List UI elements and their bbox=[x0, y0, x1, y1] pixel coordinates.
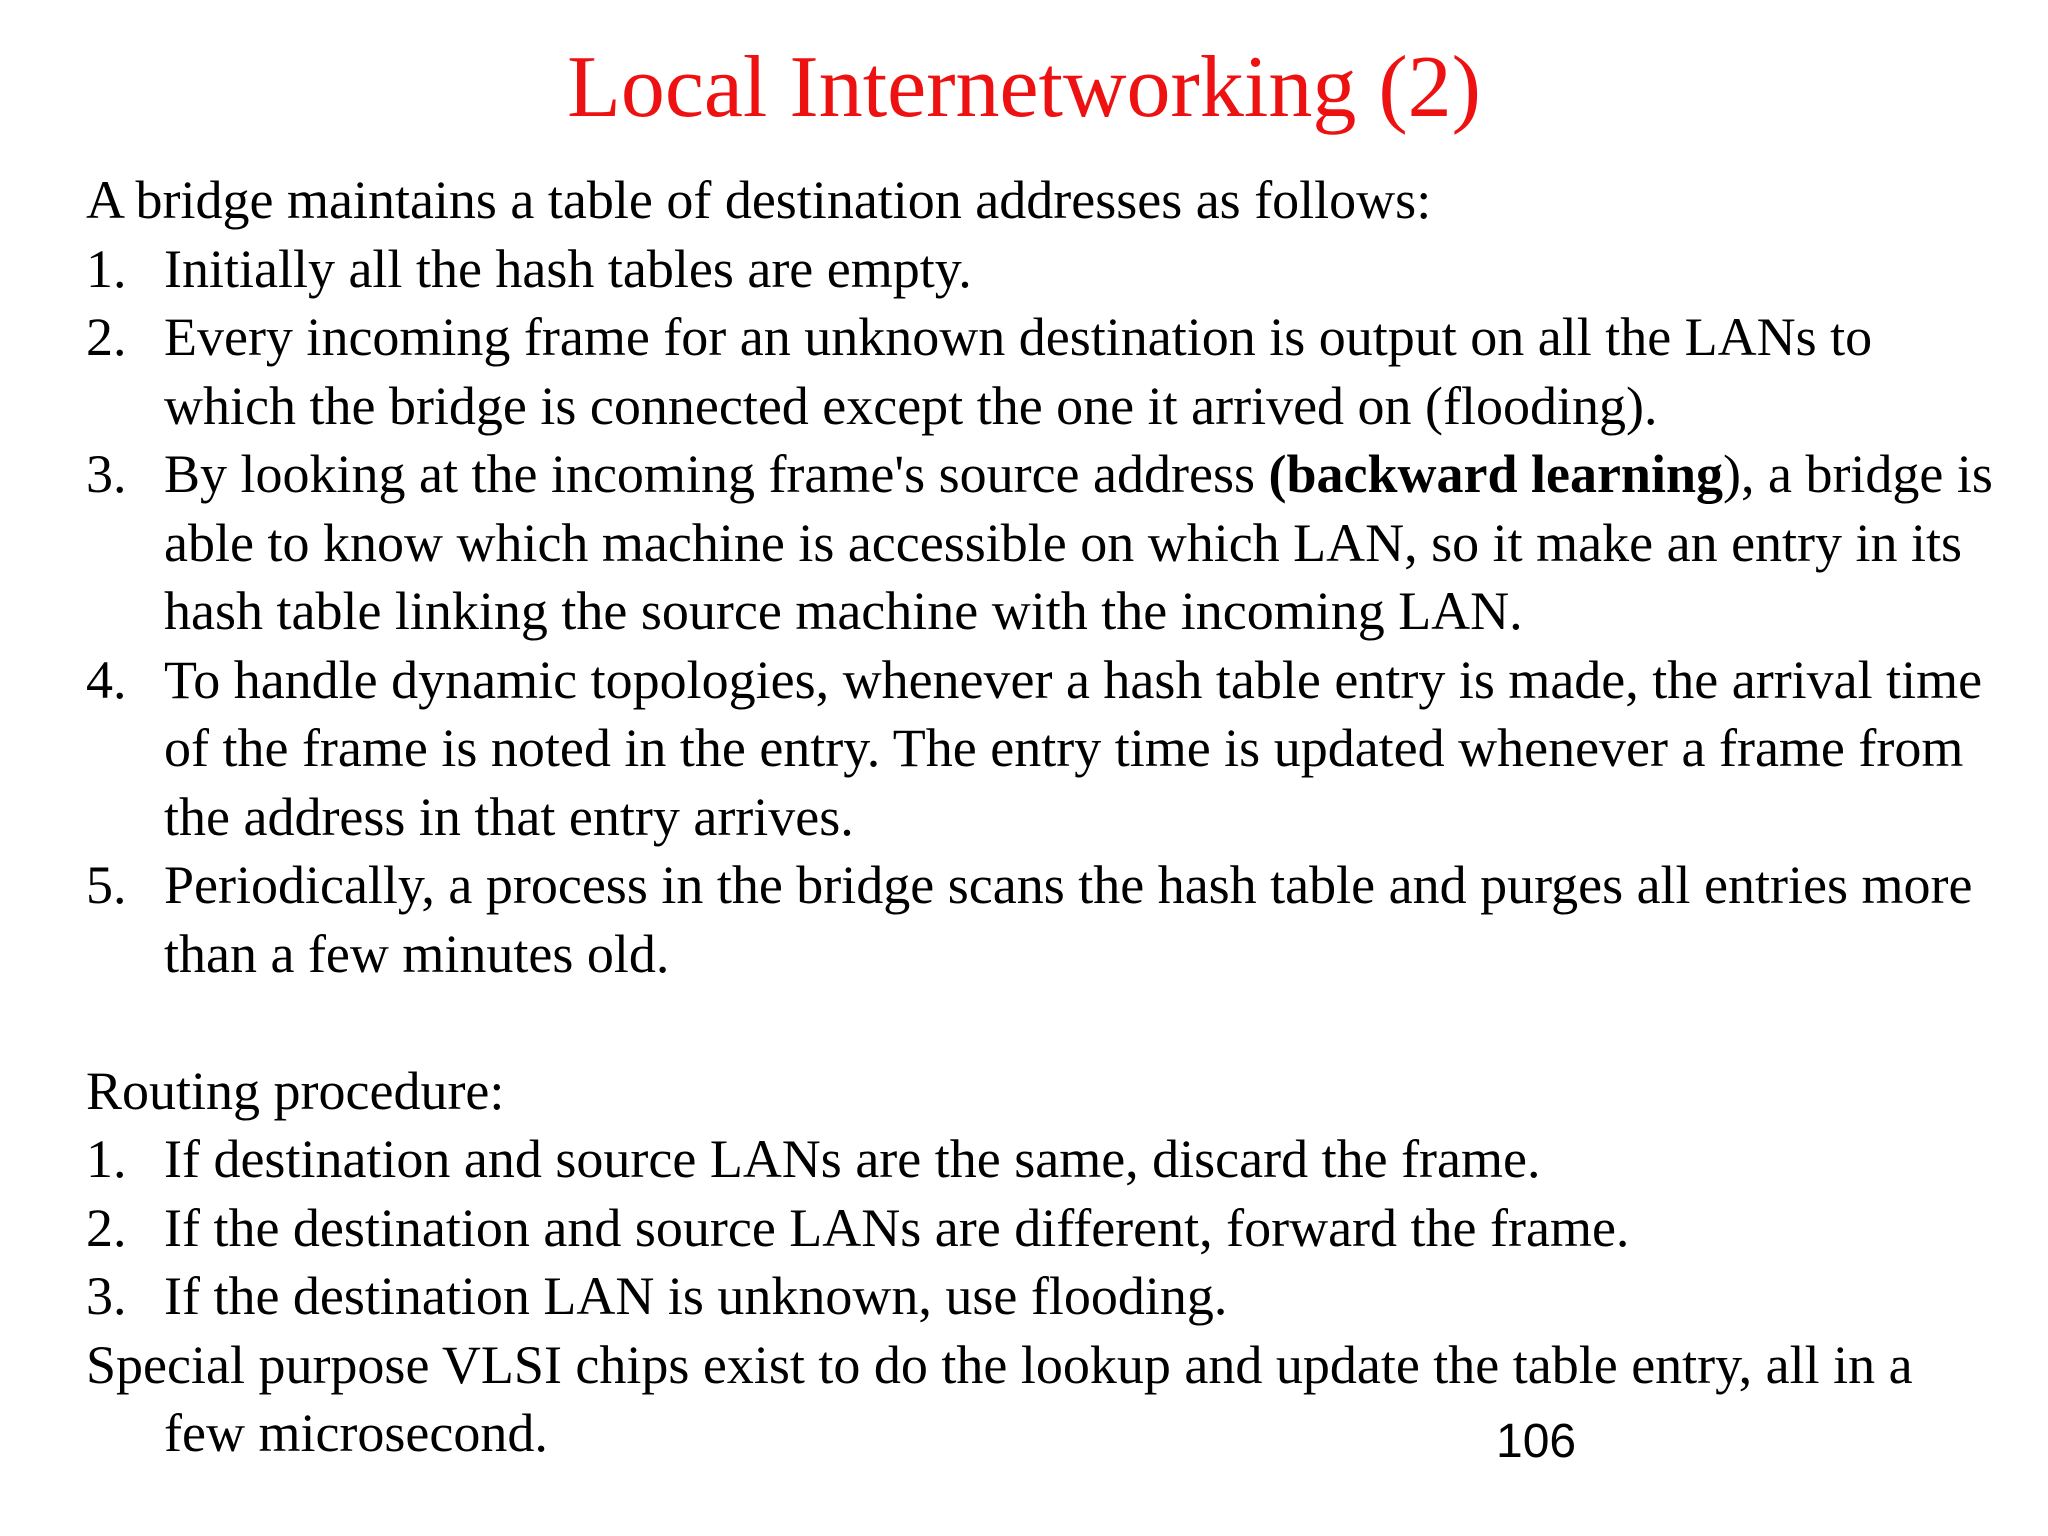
routing-list-item-2 bbox=[86, 1194, 2006, 1263]
list-number: 2. bbox=[86, 307, 127, 367]
slide-title: Local Internetworking (2) bbox=[567, 39, 1481, 136]
routing-list-item-3 bbox=[86, 1262, 2006, 1331]
list-item-text: Initially all the hash tables are empty. bbox=[164, 238, 972, 299]
list-item-text-after: ), a bridge is able to know which machine is accessible on which LAN, so it make an entry in its hash table linking the source machine with the incoming LAN. bbox=[164, 444, 1993, 641]
bridge-list-item-3 bbox=[86, 440, 2006, 646]
list-item-text: To handle dynamic topologies, whenever a hash table entry is made, the arrival time of the frame is noted in the entry. The entry time is updated whenever a frame from the address in that entry arrives. bbox=[164, 649, 1983, 847]
list-number: 3. bbox=[86, 1266, 127, 1326]
list-item-text: Every incoming frame for an unknown destination is output on all the LANs to which the bridge is connected except the one it arrived on (flooding). bbox=[164, 307, 1873, 436]
backward-learning-term: (backward learning bbox=[1268, 444, 1723, 504]
list-item-text: If the destination LAN is unknown, use flooding. bbox=[164, 1266, 1228, 1326]
list-item-text: Periodically, a process in the bridge scans the hash table and purges all entries more than a few minutes old. bbox=[164, 855, 1973, 984]
routing-heading: Routing procedure: bbox=[86, 1060, 505, 1121]
list-number: 1. bbox=[86, 1129, 127, 1189]
list-number: 4. bbox=[86, 649, 127, 710]
section-spacer bbox=[86, 988, 2006, 1057]
bridge-intro: A bridge maintains a table of destination addresses as follows: bbox=[86, 170, 1432, 230]
routing-list-item-1 bbox=[86, 1125, 2006, 1194]
slide-body bbox=[86, 166, 2006, 1468]
list-number: 1. bbox=[86, 238, 127, 299]
list-item-text: If the destination and source LANs are different, forward the frame. bbox=[164, 1197, 1630, 1258]
list-number: 2. bbox=[86, 1197, 127, 1258]
bridge-list-item-2 bbox=[86, 303, 2006, 440]
bridge-list-item-4 bbox=[86, 646, 2006, 852]
list-item-text: If destination and source LANs are the same, discard the frame. bbox=[164, 1129, 1541, 1189]
bridge-list-item-5 bbox=[86, 851, 2006, 988]
bridge-list-item-1 bbox=[86, 235, 2006, 304]
list-item-text-before: By looking at the incoming frame's source address bbox=[164, 444, 1269, 504]
vlsi-note: Special purpose VLSI chips exist to do the lookup and update the table entry, all in a few microsecond. bbox=[86, 1334, 1913, 1463]
page-number: 106 bbox=[1496, 1415, 1577, 1468]
list-number: 3. bbox=[86, 444, 127, 504]
list-number: 5. bbox=[86, 855, 127, 915]
